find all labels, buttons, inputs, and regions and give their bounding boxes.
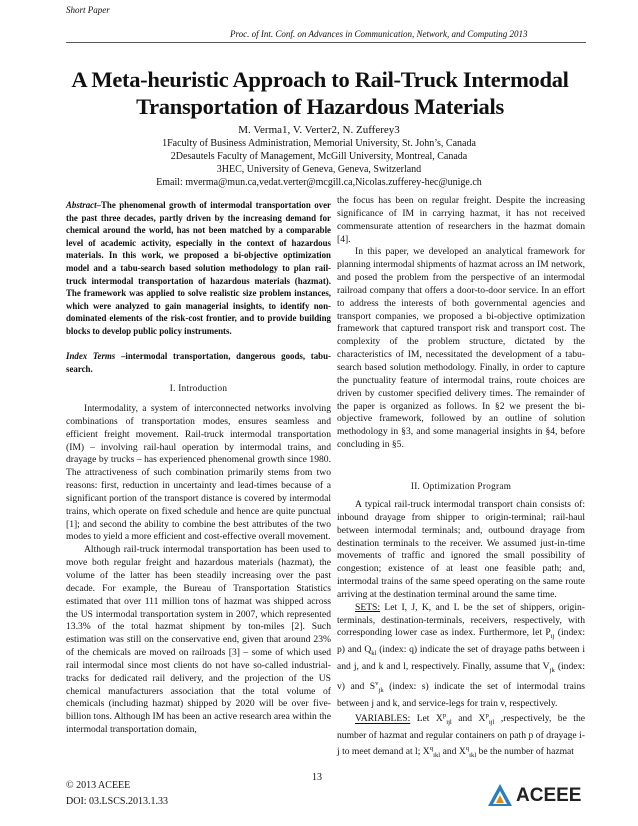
- title-line-2: Transportation of Hazardous Materials: [136, 94, 504, 119]
- section-2-heading: II. Optimization Program: [410, 481, 512, 491]
- sets-text-4: (index: v) and S: [337, 660, 586, 692]
- right-column-intro: [337, 195, 585, 452]
- right-paragraph-2: In this paper, we developed an analytical framework for planning intermodal shipments of hazmat across an IM network, and posed the problem from the perspective of an intermodal railroad company that offers a door-to-door service. In an effort to address the interests of both governmental agencies and transport companies, we proposed a bi-objective optimization framework that captured transport risk and transport cost. The complexity of the problem structure, dictated by the characteristics of IM, necessitated the development of a tabu-search based solution methodology. Finally, in order to capture the punctuality feature of intermodal trains, route choices are driven by customer specified delivery times. The remainder of the paper is organized as follows. In §2 we present the bi-objective framework, followed by an outline of solution methodology in §3, and some managerial insights in §4, before concluding in §5.: [337, 246, 585, 451]
- abstract-label: Abstract–: [66, 200, 102, 210]
- sets-text-2: (index: p) and Q: [337, 627, 585, 656]
- paper-type-label: Short Paper: [66, 5, 110, 15]
- abstract-text: The phenomenal growth of intermodal transportation over the past three decades, partly driven by the increasing demand for chemical around the world, has not been matched by a comparable level of academic activity, especially in the context of hazardous materials. In this work, we proposed a bi-objective optimization model and a tabu-search based solution methodology to plan rail-truck intermodal transportation of hazardous materials (hazmat). The framework was applied to solve realistic size problem instances, which were analyzed to gain managerial insights, to identify non-dominated elements of the risk-cost frontier, and to provide building blocks to develop public policy instruments.: [66, 200, 331, 336]
- index-terms-text: –intermodal transportation, dangerous goods, tabu-search.: [66, 351, 331, 374]
- right-paragraph-1: the focus has been on regular freight. Despite the increasing significance of IM in carrying hazmat, it has not received commensurate attention of researchers in the hazmat domain [4].: [337, 195, 585, 245]
- abstract: [66, 199, 331, 338]
- aceee-logo-icon: [487, 783, 513, 807]
- variables-paragraph: VARIABLES: Let $X^p_{ijl}$ and $X^p_{ijl}$ ,respectively, be the number of hazmat and regular containers on path p of drayage i-j to meet demand at l; $X^q_{ikl}$ and $X^q_{ikl}$ be the number of hazmat: [337, 712, 586, 760]
- variables-text-4: and X: [440, 746, 466, 758]
- copyright: © 2013 ACEEE: [66, 780, 131, 791]
- introduction-body: [66, 403, 331, 737]
- affiliation-1: 1Faculty of Business Administration, Memorial University, St. John’s, Canada: [162, 138, 476, 149]
- optimization-body: [337, 499, 585, 763]
- title-line-1: A Meta-heuristic Approach to Rail-Truck Intermodal: [71, 67, 569, 92]
- sets-label: SETS:: [355, 601, 381, 613]
- index-terms-label: Index Terms: [66, 351, 116, 361]
- sets-paragraph: SETS: Let I, J, K, and L be the set of shippers, origin-terminals, destination-terminals, receivers, respectively, with corresponding lower case as index. Furthermore, let $P_{ij}$ (index: p) and $Q_{kl}$ (index: q) indicate the set of drayage paths between i and j, and k and l, respectively. Finally, assume that $V_{jk}$ (index: v) and $S^v_{jk}$ (index: s) indicate the set of intermodal trains between j and k, and service-legs for train v, respectively.: [337, 601, 586, 709]
- page-number: 13: [312, 772, 322, 783]
- sets-text-3: (index: q) indicate the set of drayage paths between i and j, and k and l, respectively. Finally, assume that V: [337, 644, 585, 672]
- doi: DOI: 03.LSCS.2013.1.33: [66, 796, 168, 807]
- sets-text-1: Let I, J, K, and L be the set of shippers, origin-terminals, destination-terminals, receivers, respectively, with corresponding lower case as index. Furthermore, let P: [337, 601, 585, 639]
- variables-text-1: Let X: [410, 713, 443, 725]
- header-divider: [66, 42, 586, 43]
- author-emails: Email: mverma@mun.ca,vedat.verter@mcgill.ca,Nicolas.zufferey-hec@unige.ch: [156, 177, 482, 188]
- aceee-logo-text: ACEEE: [516, 785, 582, 806]
- sets-text-5: (index: s) indicate the set of intermodal trains between j and k, and service-legs for train v, respectively.: [337, 680, 585, 709]
- variables-text-2: and X: [451, 713, 486, 725]
- section-1-heading: I. Introduction: [169, 383, 228, 393]
- variables-text-5: be the number of hazmat: [476, 746, 574, 758]
- intro-paragraph-1: Intermodality, a system of interconnected networks involving combinations of transportation modes, ensures seamless and efficient freight movement. Rail-truck intermodal transportation (IM) – involving rail-haul operation by intermodal trains, and drayage by trucks – has experienced phenomenal growth since 1980. The attractiveness of such combination primarily stems from two reasons: first, reduction in uncertainty and lead-times because of a significant portion of the transport distance is covered by intermodal trains, which operate on fixed schedule and hence are quite punctual [1]; and second the ability to combine the best attributes of the two modes to yield a more efficient and cost-effective overall movement.: [66, 403, 331, 543]
- variables-label: VARIABLES:: [355, 713, 411, 725]
- index-terms: [66, 350, 331, 375]
- affiliation-2: 2Desautels Faculty of Management, McGill University, Montreal, Canada: [170, 151, 468, 162]
- variables-text-3: ,respectively, be the number of hazmat and regular containers on path p of drayage i-j to meet demand at l; X: [337, 713, 586, 758]
- proceedings-header: Proc. of Int. Conf. on Advances in Communication, Network, and Computing 2013: [230, 29, 528, 39]
- paper-title: [40, 66, 600, 120]
- intro-paragraph-2: Although rail-truck intermodal transportation has been used to move both regular freight and hazardous materials (hazmat), the volume of the latter has been steadily increasing over the past decade. For example, the Bureau of Transportation Statistics estimated that over 111 million tons of hazmat was shipped across the US intermodal transportation system in 2007, which represented 13.3% of the total hazmat shipment by ton-miles [2]. Such estimation was still on the conservative end, given that around 23% of the chemicals are moved on railroads [3] – some of which used rail intermodal since most clients do not have so-called industrial-tracks for dedicated rail delivery, and the projection of the US chemical manufacturers association that the total volume of chemicals (including hazmat) shipped by 2020 will be over five-billion tons. Although IM has been an active research area within the intermodal transportation domain,: [66, 544, 331, 736]
- optimization-paragraph-1: A typical rail-truck intermodal transport chain consists of: inbound drayage from shipper to origin-terminal; rail-haul between intermodal terminals; and, outbound drayage from destination terminals to the receiver. We assumed just-in-time movements of traffic and ignored the small possibility of congestion; existence of at least one feasible path; and, intermodal trains of the same speed operating on the same route arriving at the destination terminal around the same time.: [337, 499, 585, 600]
- authors: M. Verma1, V. Verter2, N. Zufferey3: [238, 124, 400, 136]
- affiliation-3: 3HEC, University of Geneva, Geneva, Switzerland: [216, 164, 422, 175]
